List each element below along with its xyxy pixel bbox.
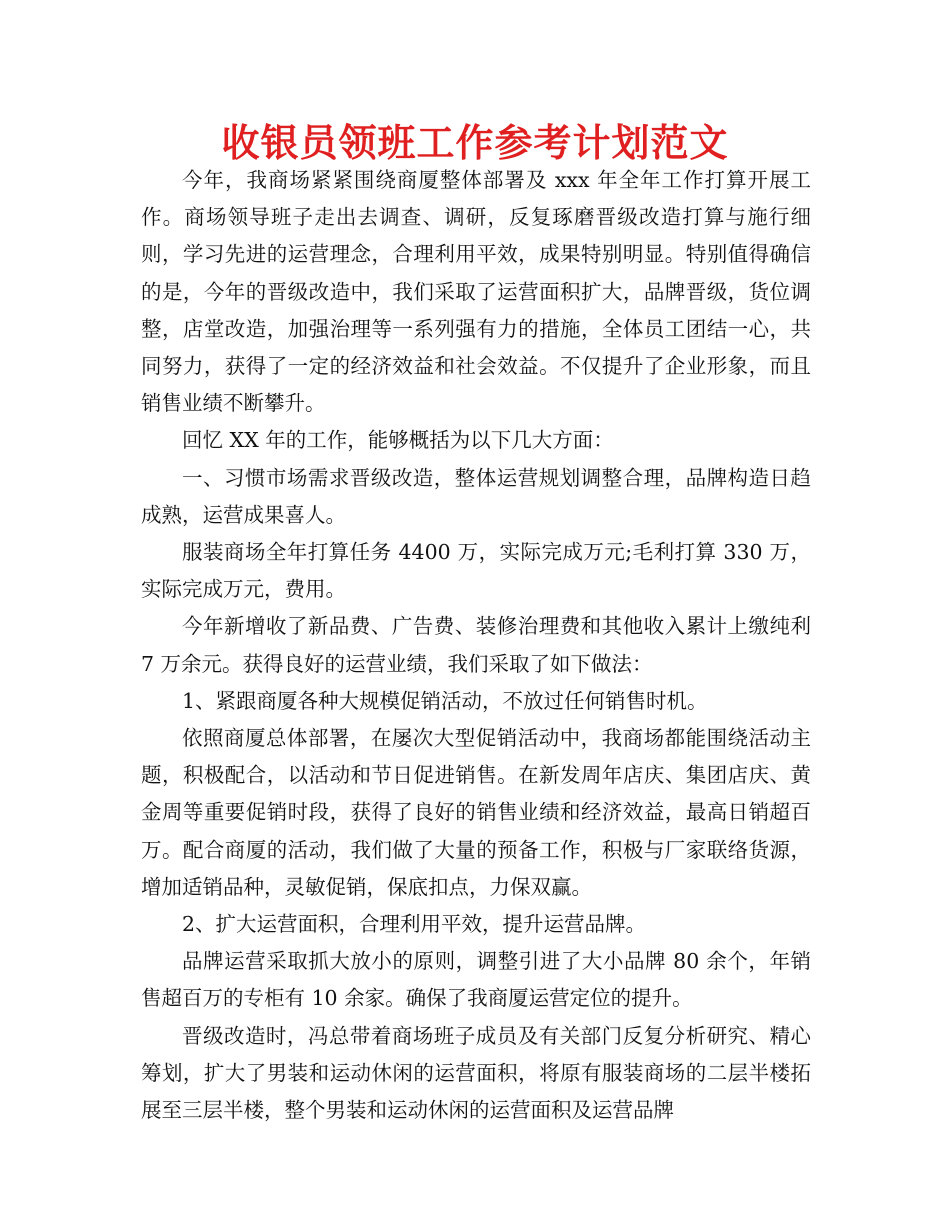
- paragraph-new-income: 今年新增收了新品费、广告费、装修治理费和其他收入累计上缴纯利 7 万余元。获得良好的运营业绩，我们采取了如下做法：: [141, 614, 811, 676]
- paragraph-promotions: 依照商厦总体部署，在屡次大型促销活动中，我商场都能围绕活动主题，积极配合，以活动和节日促进销售。在新发周年店庆、集团店庆、黄金周等重要促销时段，获得了良好的销售业绩和经济效益，最高日销超百万。配合商厦的活动，我们做了大量的预备工作，积极与厂家联络货源，增加适销品种，灵敏促销，保底扣点，力保双赢。: [141, 726, 811, 899]
- paragraph-review: 回忆 XX 年的工作，能够概括为以下几大方面：: [182, 428, 614, 453]
- document-title: 收银员领班工作参考计划范文: [221, 121, 729, 165]
- paragraph-targets: 服装商场全年打算任务 4400 万，实际完成万元;毛利打算 330 万，实际完成万元，费用。: [141, 540, 811, 602]
- document-body: [141, 162, 811, 1129]
- paragraph-section-one: 一、习惯市场需求晋级改造，整体运营规划调整合理，品牌构造日趋成熟，运营成果喜人。: [141, 465, 811, 527]
- paragraph-item-2: 2、扩大运营面积，合理利用平效，提升运营品牌。: [182, 912, 647, 937]
- paragraph-brands: 品牌运营采取抓大放小的原则，调整引进了大小品牌 80 余个，年销售超百万的专柜有 10 余家。确保了我商厦运营定位的提升。: [141, 949, 811, 1011]
- paragraph-intro: 今年，我商场紧紧围绕商厦整体部署及 xxx 年全年工作打算开展工作。商场领导班子走出去调查、调研，反复琢磨晋级改造打算与施行细则，学习先进的运营理念，合理利用平效，成果特别明显。特别值得确信的是，今年的晋级改造中，我们采取了运营面积扩大，品牌晋级，货位调整，店堂改造，加强治理等一系列强有力的措施，全体员工团结一心，共同努力，获得了一定的经济效益和社会效益。不仅提升了企业形象，而且销售业绩不断攀升。: [141, 168, 811, 416]
- paragraph-item-1: 1、紧跟商厦各种大规模促销活动，不放过任何销售时机。: [182, 688, 708, 713]
- paragraph-upgrade: 晋级改造时，冯总带着商场班子成员及有关部门反复分析研究、精心筹划，扩大了男装和运动休闲的运营面积，将原有服装商场的二层半楼拓展至三层半楼，整个男装和运动休闲的运营面积及运营品牌: [141, 1023, 811, 1123]
